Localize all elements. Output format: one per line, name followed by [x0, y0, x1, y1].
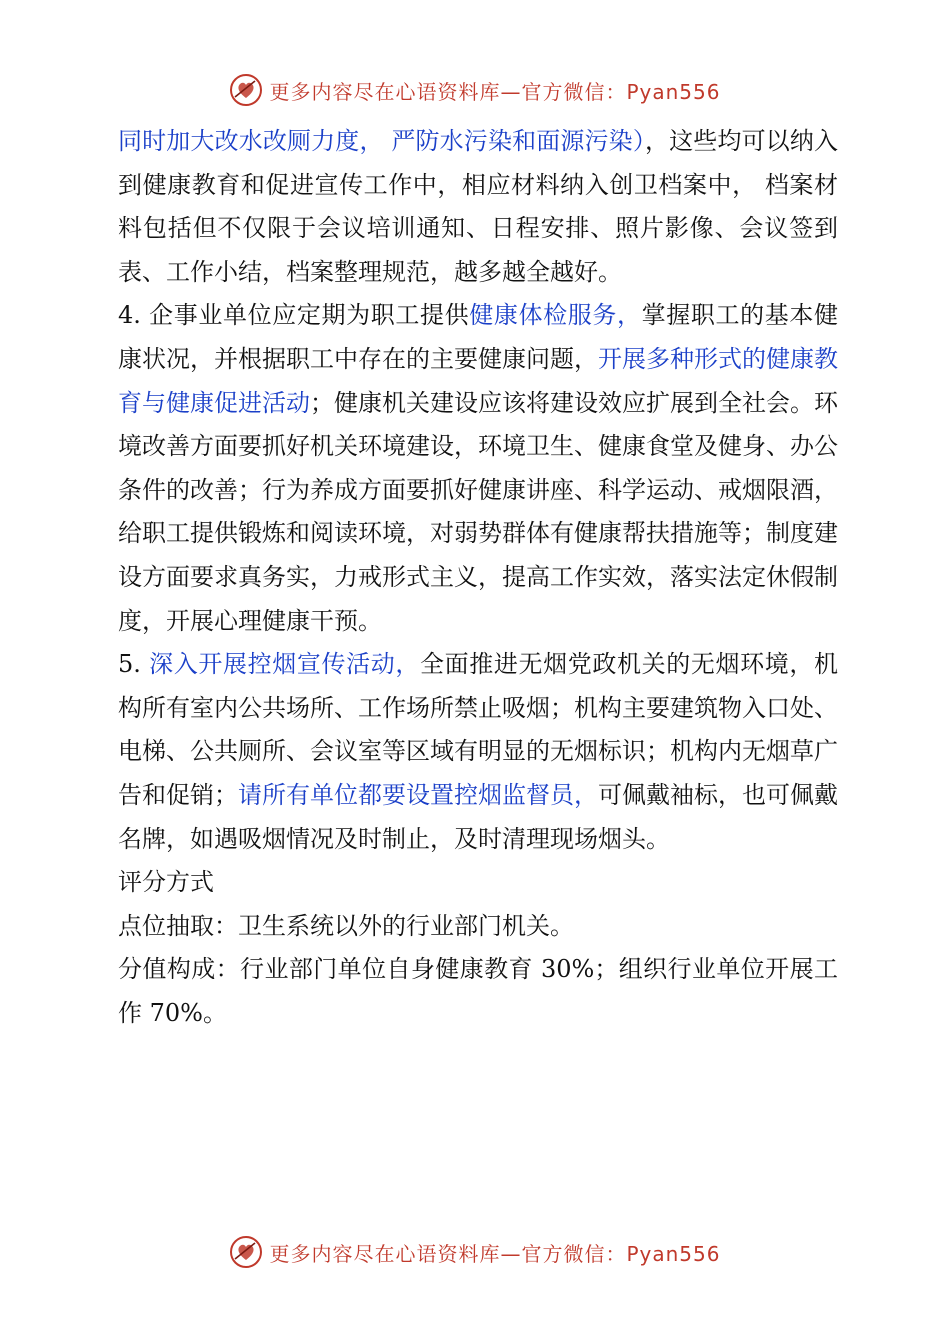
heart-logo-icon: [229, 1235, 263, 1269]
highlight-text: 同时加大改水改厕力度， 严防水污染和面源污染）: [118, 127, 645, 155]
body-text: 可佩戴袖标，也可佩戴名牌，如遇吸烟情况及时制止，及时清理现场烟头。: [118, 780, 838, 853]
footer-banner: [0, 1232, 950, 1272]
body-text: ；健康机关建设应该将建设效应扩展到全社会。环境改善方面要抓好机关环境建设，环境卫生、健康食堂及健身、办公条件的改善；行为养成方面要抓好健康讲座、科学运动、戒烟限酒，给职工提供锻炼和阅读环境，对弱势群体有健康帮扶措施等；制度建设方面要求真务实，力戒形式主义，提高工作实效，落实法定休假制度，开展心理健康干预。: [118, 388, 838, 635]
scoring-heading: 评分方式: [118, 868, 214, 897]
header-banner-text: 更多内容尽在心语资料库—官方微信：Pyan556: [269, 79, 721, 104]
document-body: [118, 120, 838, 1035]
body-text: ，这些均可以纳入到健康教育和促进宣传工作中，相应材料纳入创卫档案中， 档案材料包括但不仅限于会议培训通知、日程安排、照片影像、会议签到表、工作小结，档案整理规范，越多越全越好。: [118, 127, 839, 286]
body-text: 4. 企事业单位应定期为职工提供: [118, 301, 470, 330]
highlight-text: 开展多种形式的健康教育与健康促进活动: [118, 344, 838, 417]
scoring-sampling: 点位抽取：卫生系统以外的行业部门机关。: [118, 911, 574, 940]
paragraph-item-5: [118, 643, 838, 861]
paragraph-continuation: [118, 120, 838, 294]
heart-logo-icon: [229, 73, 263, 107]
paragraph-item-4: [118, 294, 838, 643]
body-text: 5.: [118, 650, 150, 679]
body-text: 全面推进无烟党政机关的无烟环境，机构所有室内公共场所、工作场所禁止吸烟；机构主要建筑物入口处、电梯、公共厕所、会议室等区域有明显的无烟标识；机构内无烟草广告和促销；: [118, 650, 839, 809]
highlight-text: 请所有单位都要设置控烟监督员，: [238, 780, 598, 809]
scoring-composition: 分值构成：行业部门单位自身健康教育 30%；组织行业单位开展工作 70%。: [118, 955, 838, 1027]
highlight-text: 深入开展控烟宣传活动，: [149, 650, 421, 679]
header-banner: [0, 70, 950, 110]
body-text: 掌握职工的基本健康状况，并根据职工中存在的主要健康问题，: [118, 301, 839, 373]
footer-banner-text: 更多内容尽在心语资料库—官方微信：Pyan556: [269, 1241, 721, 1266]
highlight-text: 健康体检服务，: [469, 301, 642, 330]
